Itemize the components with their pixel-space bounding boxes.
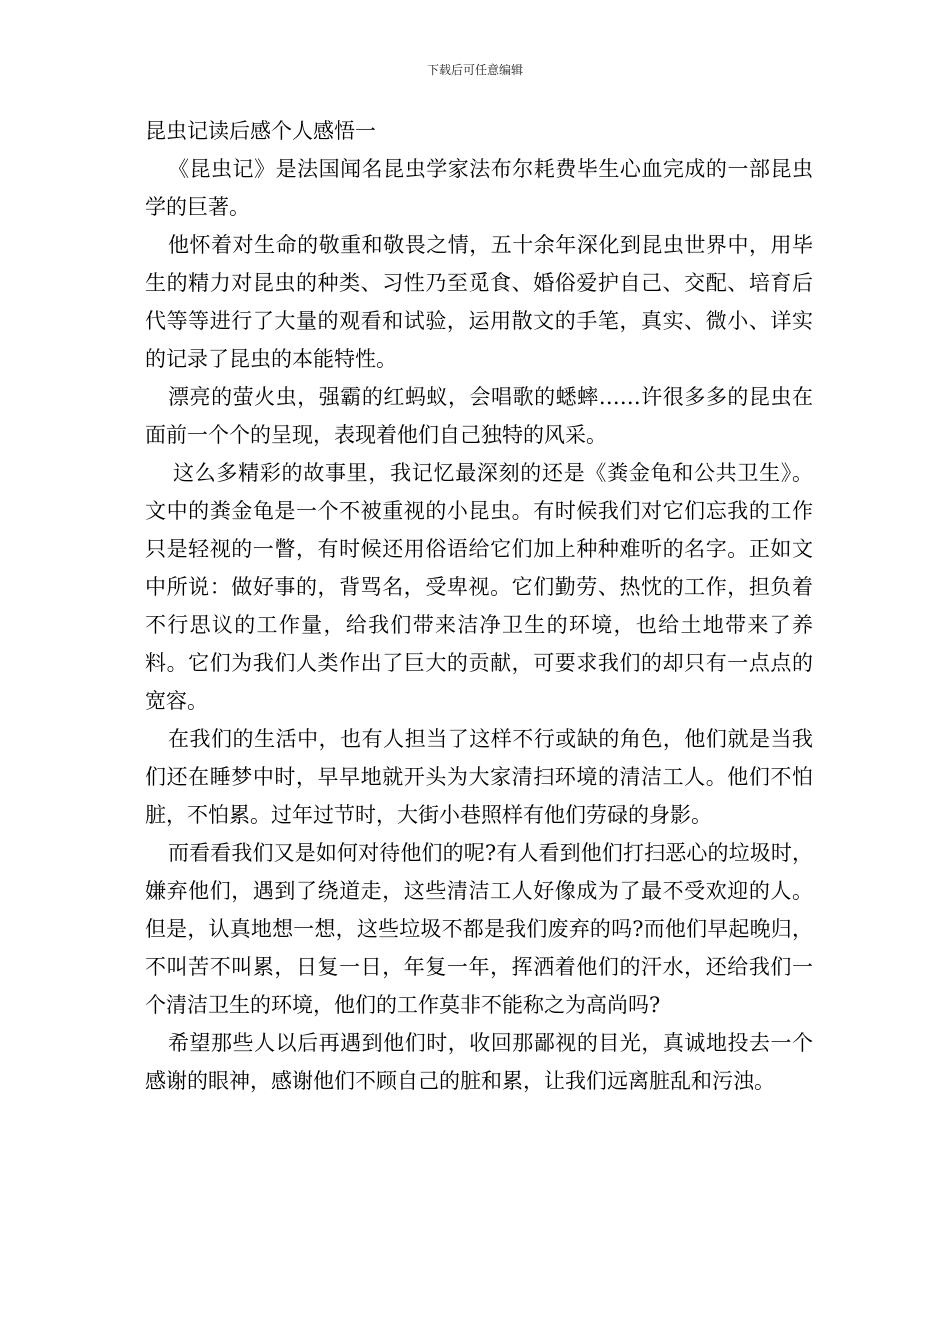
paragraph-dung-beetle: 这么多精彩的故事里，我记忆最深刻的还是《粪金龟和公共卫生》。文中的粪金龟是一个不被重视的小昆虫。有时候我们对它们忘我的工作只是轻视的一瞥，有时候还用俗语给它们加上种种难听的名字。正如文中所说：做好事的，背骂名，受卑视。它们勤劳、热忱的工作，担负着不行思议的工作量，给我们带来洁净卫生的环境，也给土地带来了养料。它们为我们人类作出了巨大的贡献，可要求我们的却只有一点点的宽容。 xyxy=(145,461,813,713)
document-body xyxy=(145,112,813,1100)
paragraph-intro: 《昆虫记》是法国闻名昆虫学家法布尔耗费毕生心血完成的一部昆虫学的巨著。 xyxy=(145,157,813,219)
document-title: 昆虫记读后感个人感悟一 xyxy=(145,119,376,143)
paragraph-hope: 希望那些人以后再遇到他们时，收回那鄙视的目光，真诚地投去一个感谢的眼神，感谢他们不顾自己的脏和累，让我们远离脏乱和污浊。 xyxy=(145,1031,813,1093)
paragraph-treatment: 而看看我们又是如何对待他们的呢?有人看到他们打扫恶心的垃圾时，嫌弃他们，遇到了绕道走，这些清洁工人好像成为了最不受欢迎的人。但是，认真地想一想，这些垃圾不都是我们废弃的吗?而他们早起晚归，不叫苦不叫累，日复一日，年复一年，挥洒着他们的汗水，还给我们一个清洁卫生的环境，他们的工作莫非不能称之为高尚吗? xyxy=(145,841,813,1017)
paragraph-cleaners: 在我们的生活中，也有人担当了这样不行或缺的角色，他们就是当我们还在睡梦中时，早早地就开头为大家清扫环境的清洁工人。他们不怕脏，不怕累。过年过节时，大街小巷照样有他们劳碌的身影。 xyxy=(145,727,813,827)
paragraph-author-study: 他怀着对生命的敬重和敬畏之情，五十余年深化到昆虫世界中，用毕生的精力对昆虫的种类、习性乃至觅食、婚俗爱护自己、交配、培育后代等等进行了大量的观看和试验，运用散文的手笔，真实、微小、详实的记录了昆虫的本能特性。 xyxy=(145,233,813,371)
paragraph-insects: 漂亮的萤火虫，强霸的红蚂蚁，会唱歌的蟋蟀……许很多多的昆虫在面前一个个的呈现，表现着他们自己独特的风采。 xyxy=(145,385,813,447)
page-header-note: 下载后可任意编辑 xyxy=(426,63,523,77)
